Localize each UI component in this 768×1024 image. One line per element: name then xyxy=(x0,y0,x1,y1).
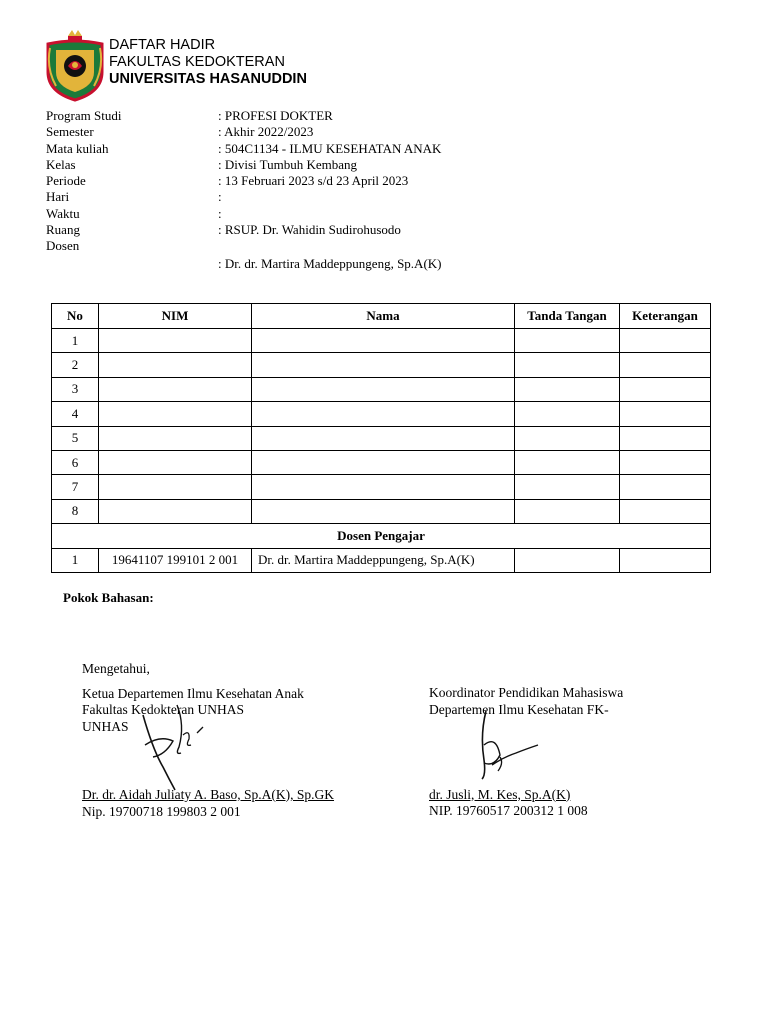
course-info xyxy=(46,108,442,272)
nama-cell: Dr. dr. Martira Maddeppungeng, Sp.A(K) xyxy=(252,548,515,572)
signature-cell xyxy=(515,402,620,426)
signer-title-line: Fakultas Kedokteran UNHAS xyxy=(82,702,244,717)
signature-cell xyxy=(515,450,620,474)
nama-cell xyxy=(252,475,515,499)
pokok-bahasan-label: Pokok Bahasan: xyxy=(63,590,154,605)
row-number: 8 xyxy=(52,499,99,523)
table-row xyxy=(52,426,711,450)
info-row-waktu xyxy=(46,206,442,222)
row-number: 1 xyxy=(52,329,99,353)
signature-mark-right xyxy=(470,705,550,805)
col-header-nama: Nama xyxy=(252,304,515,329)
nama-cell xyxy=(252,402,515,426)
row-number: 5 xyxy=(52,426,99,450)
info-label: Mata kuliah xyxy=(46,140,109,156)
section-heading-dosen: Dosen Pengajar xyxy=(52,524,711,548)
info-value: : Dr. dr. Martira Maddeppungeng, Sp.A(K) xyxy=(218,255,442,271)
info-row-program-studi xyxy=(46,108,442,124)
col-header-keterangan: Keterangan xyxy=(620,304,711,329)
nim-cell xyxy=(99,402,252,426)
nim-cell xyxy=(99,426,252,450)
table-row xyxy=(52,475,711,499)
keterangan-cell xyxy=(620,402,711,426)
keterangan-cell xyxy=(620,499,711,523)
info-label: Dosen xyxy=(46,238,80,254)
signature-cell xyxy=(515,548,620,572)
table-row xyxy=(52,353,711,377)
signer-title-line: Ketua Departemen Ilmu Kesehatan Anak xyxy=(82,685,304,701)
signature-cell xyxy=(515,426,620,450)
info-row-mata-kuliah xyxy=(46,141,442,157)
info-value: : PROFESI DOKTER xyxy=(218,108,333,123)
section-row xyxy=(52,524,711,548)
row-number: 7 xyxy=(52,475,99,499)
info-label: Program Studi xyxy=(46,108,122,123)
signature-cell xyxy=(515,329,620,353)
nim-cell xyxy=(99,499,252,523)
col-header-tanda-tangan: Tanda Tangan xyxy=(515,304,620,329)
attendance-table xyxy=(51,303,711,573)
info-label: Kelas xyxy=(46,156,76,172)
col-header-nim: NIM xyxy=(99,304,252,329)
table-row xyxy=(52,377,711,401)
info-value: : 504C1134 - ILMU KESEHATAN ANAK xyxy=(218,140,442,156)
info-label: Waktu xyxy=(46,205,80,221)
nim-cell xyxy=(99,475,252,499)
dosen-row xyxy=(52,548,711,572)
nim-cell xyxy=(99,329,252,353)
acknowledgement-label: Mengetahui, xyxy=(82,661,150,676)
nama-cell xyxy=(252,499,515,523)
header-university: UNIVERSITAS HASANUDDIN xyxy=(109,71,307,87)
row-number: 6 xyxy=(52,450,99,474)
row-number: 2 xyxy=(52,353,99,377)
signer-title-line: UNHAS xyxy=(82,718,129,734)
keterangan-cell xyxy=(620,475,711,499)
info-value: : 13 Februari 2023 s/d 23 April 2023 xyxy=(218,173,409,189)
info-value: : Akhir 2022/2023 xyxy=(218,124,314,140)
nim-cell xyxy=(99,353,252,377)
table-row xyxy=(52,329,711,353)
nama-cell xyxy=(252,377,515,401)
info-value: : RSUP. Dr. Wahidin Sudirohusodo xyxy=(218,222,401,238)
info-label: Periode xyxy=(46,173,86,189)
nim-cell xyxy=(99,450,252,474)
nim-cell xyxy=(99,377,252,401)
keterangan-cell xyxy=(620,377,711,401)
col-header-no: No xyxy=(52,304,99,329)
document-header xyxy=(109,37,307,88)
info-row-hari xyxy=(46,189,442,205)
nama-cell xyxy=(252,353,515,377)
keterangan-cell xyxy=(620,548,711,572)
keterangan-cell xyxy=(620,450,711,474)
row-number: 3 xyxy=(52,377,99,401)
table-header-row xyxy=(52,304,711,329)
signature-cell xyxy=(515,353,620,377)
info-value: : Divisi Tumbuh Kembang xyxy=(218,156,358,172)
nama-cell xyxy=(252,450,515,474)
info-value: : xyxy=(218,189,222,205)
nama-cell xyxy=(252,426,515,450)
signer-name: dr. Jusli, M. Kes, Sp.A(K) xyxy=(429,786,571,802)
row-number: 1 xyxy=(52,548,99,572)
signature-cell xyxy=(515,377,620,401)
info-row-kelas xyxy=(46,157,442,173)
signer-nip: NIP. 19760517 200312 1 008 xyxy=(429,803,588,818)
nama-cell xyxy=(252,329,515,353)
signature-cell xyxy=(515,475,620,499)
signer-title-line: Departemen Ilmu Kesehatan FK- xyxy=(429,701,609,717)
info-row-ruang xyxy=(46,222,442,238)
table-row xyxy=(52,499,711,523)
keterangan-cell xyxy=(620,353,711,377)
info-label: Hari xyxy=(46,189,70,205)
signer-nip: Nip. 19700718 199803 2 001 xyxy=(82,803,241,819)
unhas-logo xyxy=(46,28,104,102)
row-number: 4 xyxy=(52,402,99,426)
info-row-periode xyxy=(46,173,442,189)
info-row-dosen-name xyxy=(46,256,442,272)
info-row-semester xyxy=(46,124,442,140)
info-label xyxy=(46,256,218,272)
keterangan-cell xyxy=(620,426,711,450)
signer-name: Dr. dr. Aidah Juliaty A. Baso, Sp.A(K), Sp.GK xyxy=(82,787,335,802)
header-title: DAFTAR HADIR xyxy=(109,37,216,53)
signature-mark-left xyxy=(135,695,215,795)
info-label: Ruang xyxy=(46,222,80,238)
nim-cell: 19641107 199101 2 001 xyxy=(99,548,252,572)
signature-cell xyxy=(515,499,620,523)
info-label: Semester xyxy=(46,124,94,140)
info-row-dosen xyxy=(46,238,442,254)
table-row xyxy=(52,450,711,474)
table-row xyxy=(52,402,711,426)
header-faculty: FAKULTAS KEDOKTERAN xyxy=(109,54,285,70)
signer-title-line: Koordinator Pendidikan Mahasiswa xyxy=(429,685,624,700)
info-value: : xyxy=(218,205,222,221)
keterangan-cell xyxy=(620,329,711,353)
signature-block-left xyxy=(82,661,402,820)
